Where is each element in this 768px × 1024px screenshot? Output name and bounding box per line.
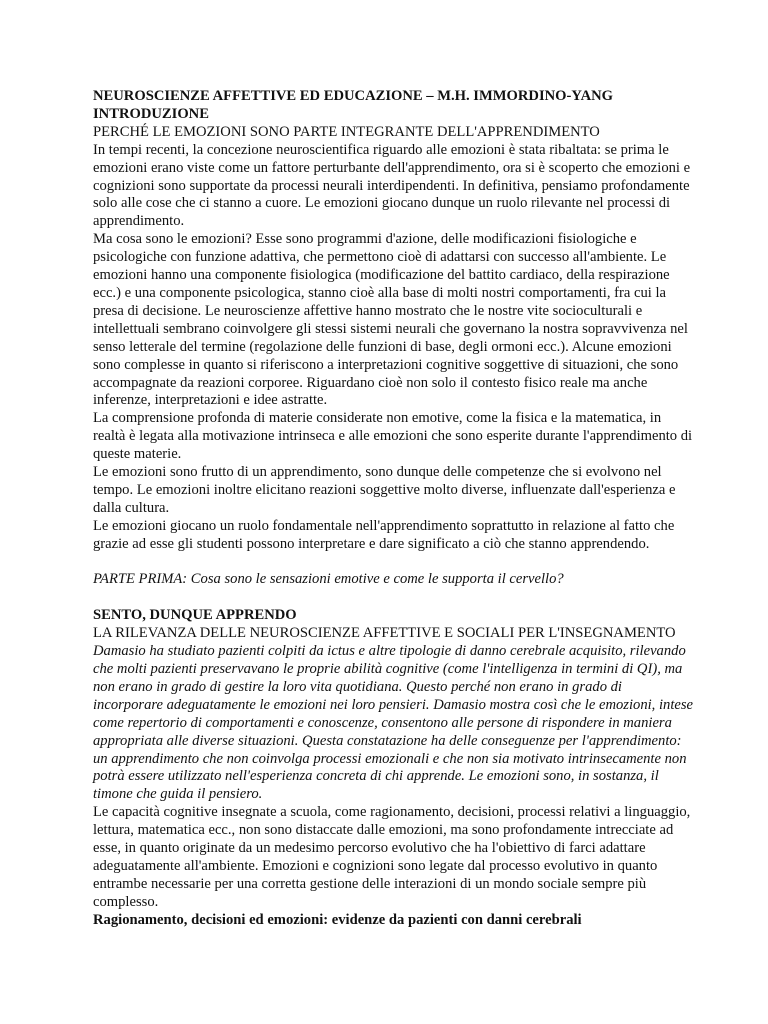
intro-paragraph-5: Le emozioni giocano un ruolo fondamentale nell'apprendimento soprattutto in relazione al fatto che grazie ad esse gli studenti possono interpretare e dare significato a ciò che stanno apprendendo. — [93, 517, 675, 552]
intro-paragraph-1: In tempi recenti, la concezione neuroscientifica riguardo alle emozioni è stata ribaltata: se prima le emozioni erano viste come un fattore perturbante dell'apprendimento, ora si è scoperto che emozioni e cognizioni sono supportate da processi neurali interdipendenti. In definitiva, pensiamo profondamente solo alle cose che ci stanno a cuore. Le emozioni giocano dunque un ruolo rilevante nel processi di apprendimento. — [93, 141, 691, 230]
section-subheading: LA RILEVANZA DELLE NEUROSCIENZE AFFETTIVE E SOCIALI PER L'INSEGNAMENTO — [93, 625, 676, 642]
section-paragraph: Le capacità cognitive insegnate a scuola, come ragionamento, decisioni, processi relativi a linguaggio, lettura, matematica ecc., non sono distaccate dalle emozioni, ma sono profondamente intrecciate ad esse, in quanto originate da un medesimo percorso evolutivo che ha l'obiettivo di farci adattare adeguatamente all'ambiente. Emozioni e cognizioni sono legate dal processo evolutivo in quanto entrambe necessarie per una corretta gestione delle interazioni di un mondo sociale sempre più complesso. — [93, 804, 691, 910]
document-page — [93, 88, 693, 930]
section-italic-paragraph: Damasio ha studiato pazienti colpiti da ictus e altre tipologie di danno cerebrale acquisito, rilevando che molti pazienti preservavano le proprie abilità cognitive (come l'intelligenza in termini di QI), ma non erano in grado di gestire la loro vita quotidiana. Questo perché non erano in grado di incorporare adeguatamente le emozioni nei loro pensieri. Damasio mostra così che le emozioni, intese come repertorio di comportamenti e conoscenze, consentono alle persone di rispondere in maniera appropriata alle diverse situazioni. Questa constatazione ha delle conseguenze per l'apprendimento: un apprendimento che non coinvolga processi emozionali e che non sia motivato intrinsecamente non potrà essere utilizzato nell'esperienza concreta di chi apprende. Le emozioni sono, in sostanza, il timone che guida il pensiero. — [93, 643, 694, 803]
part-one-heading: PARTE PRIMA: Cosa sono le sensazioni emotive e come le supporta il cervello? — [93, 571, 564, 588]
intro-paragraph-3: La comprensione profonda di materie considerate non emotive, come la fisica e la matematica, in realtà è legata alla motivazione intrinseca e alle emozioni che sono esperite durante l'apprendimento di queste materie. — [93, 410, 693, 463]
intro-heading: INTRODUZIONE — [93, 105, 209, 122]
intro-subheading: PERCHÉ LE EMOZIONI SONO PARTE INTEGRANTE DELL'APPRENDIMENTO — [93, 123, 600, 140]
spacer — [93, 589, 693, 607]
intro-paragraph-2: Ma cosa sono le emozioni? Esse sono programmi d'azione, delle modificazioni fisiologiche e psicologiche con funzione adattiva, che permettono cioè di adattarsi con successo all'ambiente. Le emozioni hanno una componente fisiologica (modificazione del battito cardiaco, della respirazione ecc.) e una componente psicologica, stanno cioè alla base di molti nostri comportamenti, fra cui la presa di decisione. Le neuroscienze affettive hanno mostrato che le nostre vite socioculturali e intellettuali sembrano coinvolgere gli stessi sistemi neurali che governano la nostra sopravvivenza nel senso letterale del termine (regolazione delle funzioni di base, degli ormoni ecc.). Alcune emozioni sono complesse in quanto si riferiscono a interpretazioni cognitive soggettive di situazioni, che sono accompagnate da reazioni corporee. Riguardano cioè non solo il contesto fisico reale ma anche inferenze, interpretazioni e idee astratte. — [93, 231, 688, 409]
section-heading: SENTO, DUNQUE APPRENDO — [93, 607, 297, 624]
intro-paragraph-4: Le emozioni sono frutto di un apprendimento, sono dunque delle competenze che si evolvono nel tempo. Le emozioni inoltre elicitano reazioni soggettive molto diverse, influenzate dall'esperienza e dalla cultura. — [93, 464, 676, 516]
document-title: NEUROSCIENZE AFFETTIVE ED EDUCAZIONE – M.H. IMMORDINO-YANG — [93, 88, 614, 104]
spacer — [93, 554, 693, 572]
final-heading: Ragionamento, decisioni ed emozioni: evidenze da pazienti con danni cerebrali — [93, 911, 582, 928]
